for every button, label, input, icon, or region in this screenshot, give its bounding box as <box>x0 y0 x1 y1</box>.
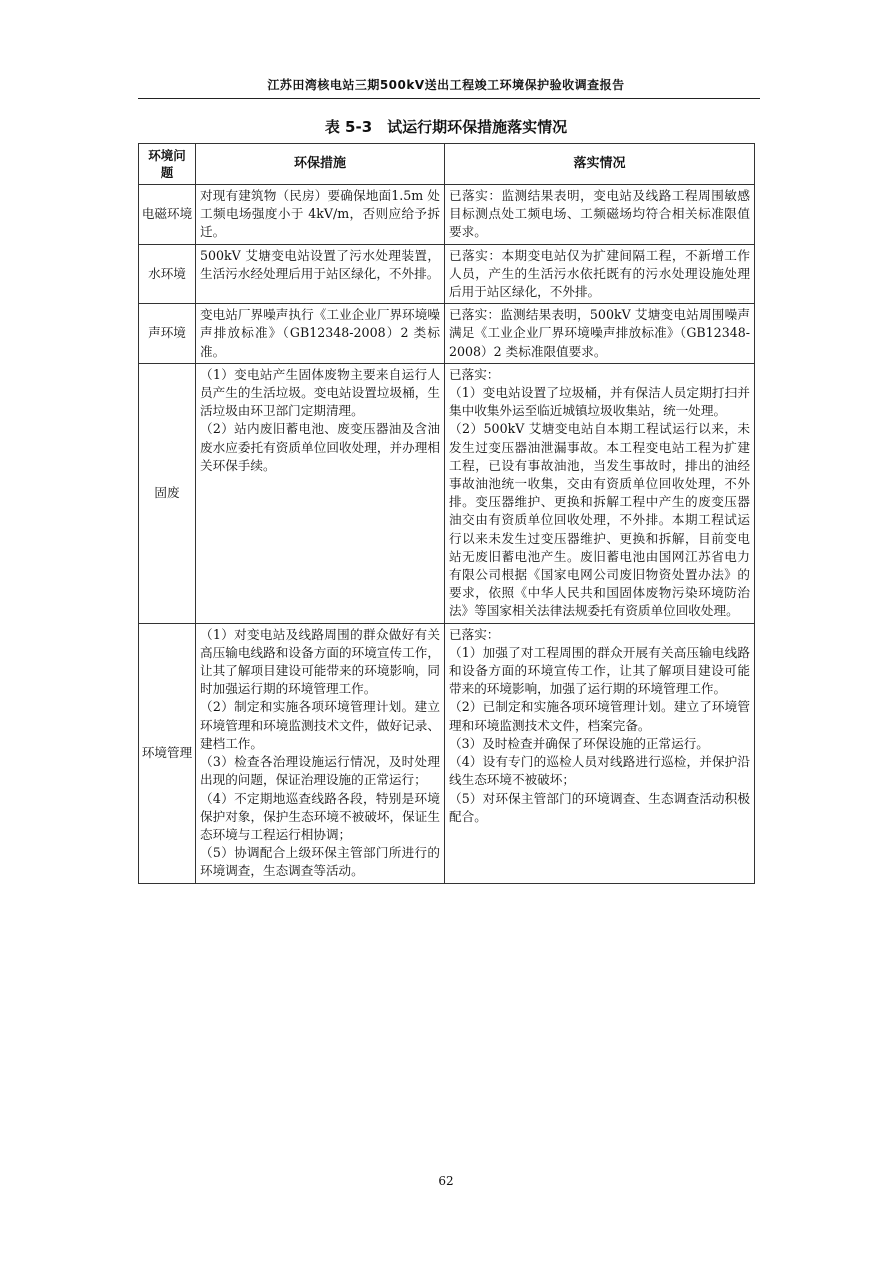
table-header-row <box>139 144 755 185</box>
cell-status <box>445 185 755 245</box>
table-row <box>139 623 755 883</box>
measure-paragraph: （2）制定和实施各项环境管理计划。建立环境管理和环境监测技术文件，做好记录、建档工作。 <box>200 699 440 751</box>
measure-paragraph: 变电站厂界噪声执行《工业企业厂界环境噪声排放标准》（GB12348-2008）2 类标准。 <box>200 307 440 359</box>
cell-issue: 声环境 <box>139 304 196 364</box>
measure-paragraph: （3）检查各治理设施运行情况，及时处理出现的问题，保证治理设施的正常运行； <box>200 754 440 788</box>
table-caption: 表 5-3 试运行期环保措施落实情况 <box>324 118 568 136</box>
measure-paragraph: （5）协调配合上级环保主管部门所进行的环境调查，生态调查等活动。 <box>200 845 440 879</box>
measure-paragraph: （1）变电站产生固体废物主要来自运行人员产生的生活垃圾。变电站设置垃圾桶，生活垃圾由环卫部门定期清理。 <box>200 366 440 419</box>
cell-measure <box>196 185 445 245</box>
cell-issue: 电磁环境 <box>139 185 196 245</box>
report-header-title: 江苏田湾核电站三期500kV送出工程竣工环境保护验收调查报告 <box>267 78 625 92</box>
measure-paragraph: 对现有建筑物（民房）要确保地面1.5m 处工频电场强度小于 4kV/m，否则应给予拆迁。 <box>200 188 440 240</box>
cell-measure <box>196 244 445 304</box>
cell-measure <box>196 304 445 364</box>
column-header-issue: 环境问题 <box>139 144 196 185</box>
measure-paragraph: （2）站内废旧蓄电池、废变压器油及含油废水应委托有资质单位回收处理，并办理相关环保手续。 <box>200 421 440 473</box>
page-number: 62 <box>438 1174 454 1188</box>
cell-issue: 水环境 <box>139 244 196 304</box>
status-paragraph: 已落实： <box>449 366 500 382</box>
measures-table-wrapper <box>138 143 754 884</box>
column-header-status: 落实情况 <box>445 144 755 185</box>
measure-paragraph: （4）不定期地巡查线路各段，特别是环境保护对象，保护生态环境不被破坏，保证生态环境与工程运行相协调； <box>200 790 440 842</box>
table-row <box>139 185 755 245</box>
status-paragraph: （2）已制定和实施各项环境管理计划。建立了环境管理和环境监测技术文件，档案完备。 <box>449 699 750 733</box>
status-paragraph: （3）及时检查并确保了环保设施的正常运行。 <box>449 735 709 751</box>
cell-issue: 固废 <box>139 363 196 623</box>
measure-paragraph: 500kV 艾塘变电站设置了污水处理装置，生活污水经处理后用于站区绿化，不外排。 <box>200 247 440 281</box>
status-paragraph: 已落实： <box>449 626 500 642</box>
column-header-measure: 环保措施 <box>196 144 445 185</box>
header-rule <box>138 98 760 99</box>
cell-status <box>445 244 755 304</box>
status-paragraph: 已落实：监测结果表明，500kV 艾塘变电站周围噪声满足《工业企业厂界环境噪声排放标准》（GB12348-2008）2 类标准限值要求。 <box>449 307 750 359</box>
cell-measure <box>196 363 445 623</box>
cell-status <box>445 363 755 623</box>
status-paragraph: 已落实：本期变电站仅为扩建间隔工程，不新增工作人员，产生的生活污水依托既有的污水处理设施处理后用于站区绿化，不外排。 <box>449 247 750 300</box>
table-row <box>139 363 755 623</box>
table-row <box>139 304 755 364</box>
status-paragraph: （2）500kV 艾塘变电站自本期工程试运行以来，未发生过变压器油泄漏事故。本工程变电站工程为扩建工程，已设有事故油池，当发生事故时，排出的油经事故油池统一收集，交由有资质单位回收处理，不外排。变压器维护、更换和拆解工程中产生的废变压器油交由有资质单位回收处理，不外排。本期工程试运行以来未发生过变压器维护、更换和拆解，目前变电站无废旧蓄电池产生。废旧蓄电池由国网江苏省电力有限公司根据《国家电网公司废旧物资处置办法》的要求，依照《中华人民共和国固体废物污染环境防治法》等国家相关法律法规委托有资质单位回收处理。 <box>449 421 750 619</box>
status-paragraph: （4）设有专门的巡检人员对线路进行巡检，并保护沿线生态环境不被破坏； <box>449 754 750 788</box>
status-paragraph: （5）对环保主管部门的环境调查、生态调查活动积极配合。 <box>449 790 750 824</box>
cell-measure <box>196 623 445 883</box>
status-paragraph: （1）加强了对工程周围的群众开展有关高压输电线路和设备方面的环境宣传工作，让其了解项目建设可能带来的环境影响，加强了运行期的环境管理工作。 <box>449 644 750 697</box>
status-paragraph: （1）变电站设置了垃圾桶，并有保洁人员定期打扫并集中收集外运至临近城镇垃圾收集站，统一处理。 <box>449 385 750 419</box>
cell-issue: 环境管理 <box>139 623 196 883</box>
measures-table <box>138 143 755 884</box>
cell-status <box>445 304 755 364</box>
table-row <box>139 244 755 304</box>
table-body <box>139 185 755 884</box>
measure-paragraph: （1）对变电站及线路周围的群众做好有关高压输电线路和设备方面的环境宣传工作，让其了解项目建设可能带来的环境影响，同时加强运行期的环境管理工作。 <box>200 626 440 697</box>
status-paragraph: 已落实：监测结果表明，变电站及线路工程周围敏感目标测点处工频电场、工频磁场均符合相关标准限值要求。 <box>449 188 750 240</box>
cell-status <box>445 623 755 883</box>
